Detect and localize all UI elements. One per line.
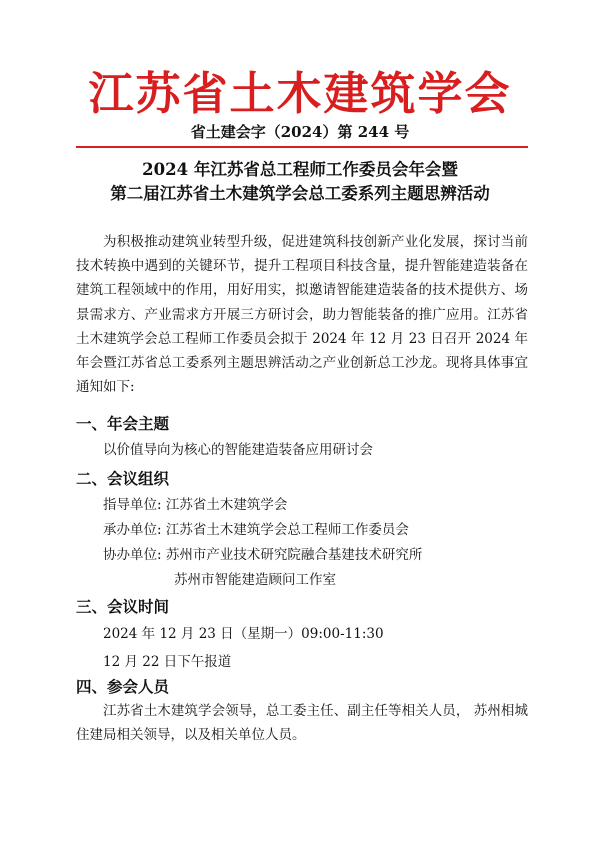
registration-time: 12 月 22 日下午报道 — [103, 654, 232, 670]
section-heading-attendees: 四、参会人员 — [76, 677, 170, 696]
co-host-unit-2: 苏州市智能建造顾问工作室 — [174, 572, 336, 588]
host-unit: 承办单位: 江苏省土木建筑学会总工程师工作委员会 — [103, 522, 409, 538]
section-heading-theme: 一、年会主题 — [76, 414, 170, 433]
red-divider-line — [76, 146, 528, 148]
section-heading-organization: 二、会议组织 — [76, 469, 170, 488]
guide-unit: 指导单位: 江苏省土木建筑学会 — [103, 497, 288, 513]
document-number: 省土建会字（2024）第 244 号 — [190, 123, 410, 141]
document-title-line-2: 第二届江苏省土木建筑学会总工委系列主题思辨活动 — [110, 184, 490, 203]
organization-masthead: 江苏省土木建筑学会 — [88, 67, 512, 120]
section-heading-time: 三、会议时间 — [76, 597, 170, 616]
document-title-line-1: 2024 年江苏省总工程师工作委员会年会暨 — [142, 160, 458, 179]
attendees-text: 江苏省土木建筑学会领导，总工委主任、副主任等相关人员， 苏州相城住建局相关领导，以及相关单位人员。 — [76, 703, 528, 743]
theme-text: 以价值导向为核心的智能建造装备应用研讨会 — [103, 442, 373, 458]
intro-paragraph: 为积极推动建筑业转型升级，促进建筑科技创新产业化发展，探讨当前技术转换中遇到的关键环节，提升工程项目科技含量，提升智能建造装备在建筑工程领域中的作用，用好用实，拟邀请智能建造装备的技术提供方、场景需求方、产业需求方开展三方研讨会，助力智能装备的推广应用。江苏省土木建筑学会总工程师工作委员会拟于 2024 年 12 月 23 日召开 2024 年年会暨江苏省总工委系列主题思辨活动之产业创新总工沙龙。现将具体事宜通知如下: — [76, 234, 528, 396]
meeting-date: 2024 年 12 月 23 日（星期一）09:00-11:30 — [103, 626, 384, 642]
co-host-unit-1: 协办单位: 苏州市产业技术研究院融合基建技术研究所 — [103, 547, 423, 563]
